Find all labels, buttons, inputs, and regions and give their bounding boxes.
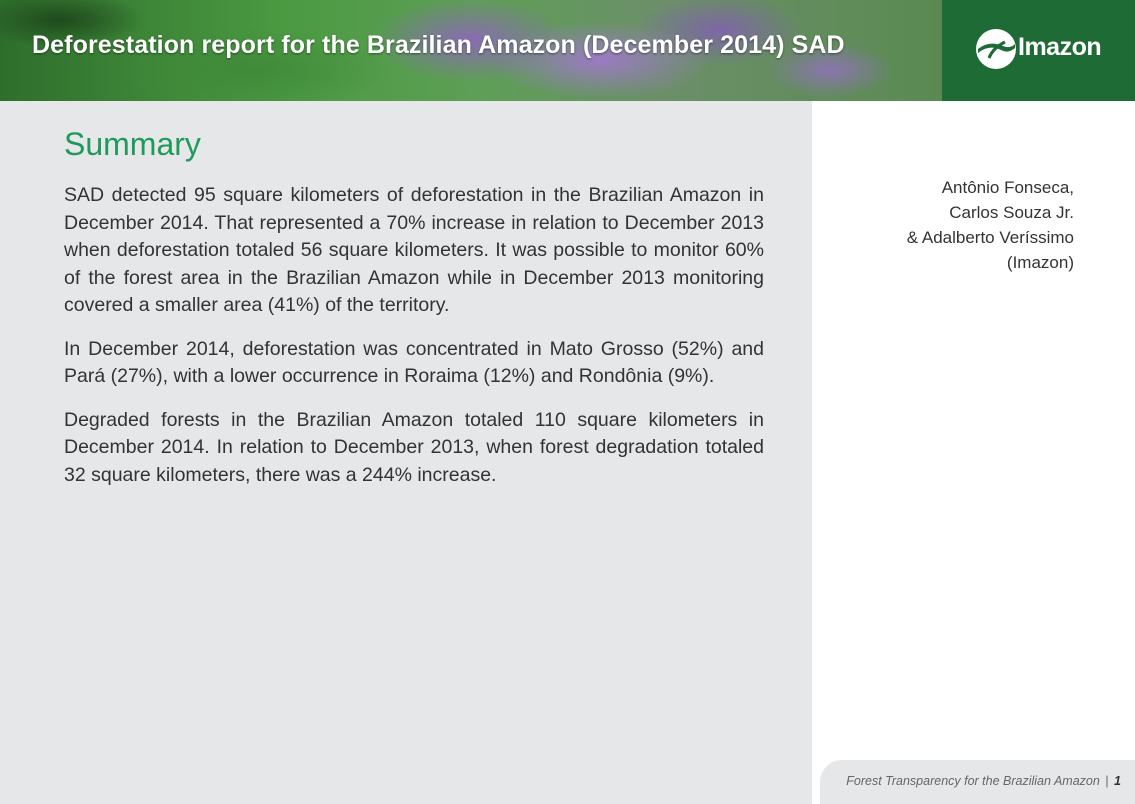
- footer-separator: |: [1105, 774, 1109, 788]
- logo-text: Imazon: [1018, 33, 1102, 61]
- footer: [846, 774, 1121, 788]
- summary-paragraph: SAD detected 95 square kilometers of deforestation in the Brazilian Amazon in December 2014. That represented a 70% increase in relation to December 2013 when deforestation totaled 56 square kilometers. It was possible to monitor 60% of the forest area in the Brazilian Amazon while in December 2013 monitoring covered a smaller area (41%) of the territory.: [64, 184, 764, 316]
- header-banner: [0, 0, 942, 101]
- footer-publication: Forest Transparency for the Brazilian Amazon: [846, 774, 1100, 788]
- logo-panel: [942, 0, 1135, 101]
- summary-body: [64, 182, 764, 505]
- summary-heading: Summary: [64, 126, 201, 162]
- author-line: Carlos Souza Jr.: [949, 203, 1074, 222]
- author-line: & Adalberto Veríssimo: [906, 228, 1074, 247]
- authors-block: [907, 175, 1074, 275]
- author-line: Antônio Fonseca,: [941, 178, 1074, 197]
- author-affiliation: (Imazon): [1006, 253, 1074, 272]
- summary-paragraph: In December 2014, deforestation was concentrated in Mato Grosso (52%) and Pará (27%), with a lower occurrence in Roraima (12%) and Rondônia (9%).: [64, 337, 764, 387]
- report-title: Deforestation report for the Brazilian Amazon (December 2014) SAD: [32, 31, 845, 59]
- summary-paragraph: Degraded forests in the Brazilian Amazon totaled 110 square kilometers in December 2014. In relation to December 2013, when forest degradation totaled 32 square kilometers, there was a 244% increase.: [64, 408, 764, 486]
- imazon-logo-icon: [975, 28, 1017, 70]
- page-number: 1: [1114, 774, 1121, 788]
